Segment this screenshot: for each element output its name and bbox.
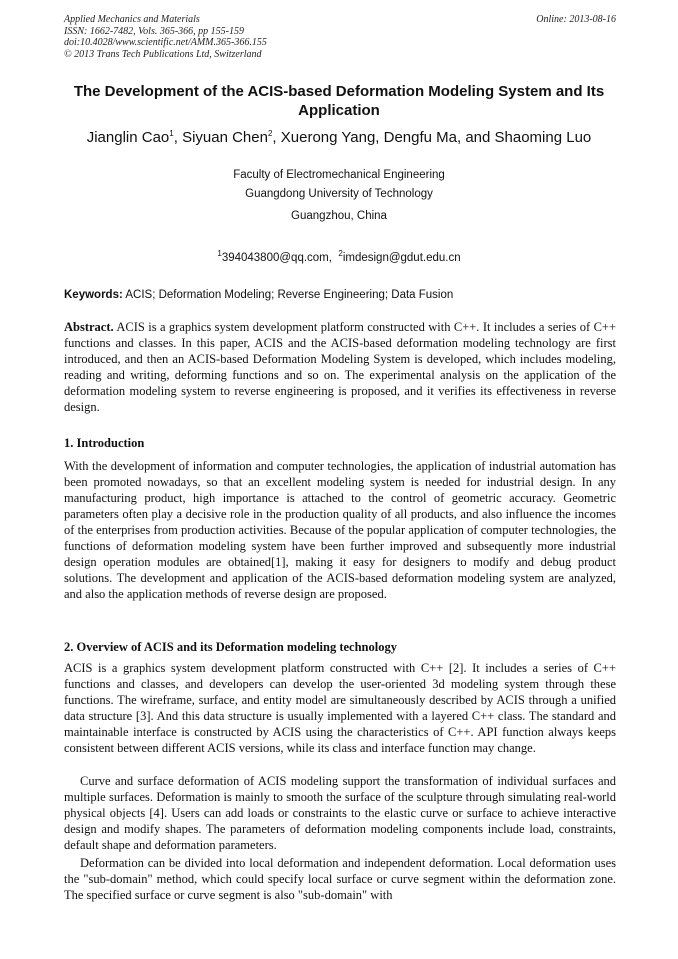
author-list <box>40 128 638 148</box>
keywords <box>64 288 616 302</box>
abstract-text: ACIS is a graphics system development platform constructed with C++. It includes a series of C++ functions and classes. In this paper, ACIS and the ACIS-based deformation modeling technology are first introduced, and then an ACIS-based Deformation Modeling System is developed, which includes modeling, reading and writing, deforming functions and so on. The experimental analysis on the application of the deformation modeling system to reverse engineering is proposed, and it verifies its effectiveness in reverse design. <box>64 320 616 414</box>
author-separator: , <box>173 129 183 146</box>
overview-paragraph: ACIS is a graphics system development platform constructed with C++ [2]. It includes a series of C++ functions and classes, and developers can develop the user-oriented 3d modeling system through these functions. The wireframe, surface, and entity model are simultaneously described by ACIS through a unified data structure [3]. And this data structure is usually implemented with a layered C++ class. The standard and maintainable interface is constructed by ACIS using the characteristics of C++. API function always keeps consistent between different ACIS versions, while its class and interface function may change. <box>64 661 616 755</box>
email-sup: 1 <box>217 249 222 259</box>
email-link[interactable]: 394043800@qq.com, <box>221 252 332 264</box>
affiliation-university: Guangdong University of Technology <box>245 188 433 200</box>
doi-line: doi:10.4028/www.scientific.net/AMM.365-366.155 <box>64 37 267 48</box>
email-link[interactable]: imdesign@gdut.edu.cn <box>342 252 461 264</box>
keywords-label: Keywords: <box>64 289 123 301</box>
author-emails <box>64 251 614 265</box>
affiliation-city: Guangzhou, China <box>291 210 387 222</box>
author-separator: , <box>272 129 281 146</box>
overview-paragraph: Curve and surface deformation of ACIS modeling support the transformation of individual surfaces and multiple surfaces. Deformation is mainly to smooth the surface of the sculpture through simulating real-world physical objects [4]. Users can add loads or constraints to the elastic curve or surface to achieve interactive design and modify shapes. The parameters of deformation modeling components include load, constraints, default shape and deformation parameters. <box>64 774 616 852</box>
paper-title: The Development of the ACIS-based Deformation Modeling System and Its Application <box>73 83 605 119</box>
online-date: Online: 2013-08-16 <box>536 14 616 25</box>
section-heading-introduction: 1. Introduction <box>64 436 145 450</box>
journal-name: Applied Mechanics and Materials <box>64 14 200 25</box>
journal-header <box>64 14 616 60</box>
abstract-label: Abstract. <box>64 320 114 334</box>
author-affil-sup: 2 <box>267 129 273 138</box>
author-name: Xuerong Yang, Dengfu Ma, and Shaoming Luo <box>280 129 592 146</box>
author-name: Jianglin Cao <box>86 129 170 146</box>
copyright-line: © 2013 Trans Tech Publications Ltd, Switzerland <box>64 48 262 60</box>
affiliation-faculty: Faculty of Electromechanical Engineering <box>233 169 445 181</box>
abstract <box>64 319 616 415</box>
overview-paragraph: Deformation can be divided into local deformation and independent deformation. Local deformation uses the "sub-domain" method, which could specify local surface or curve segment within the deformation zone. The specified surface or curve segment is also "sub-domain" with <box>64 856 616 902</box>
author-affil-sup: 1 <box>169 129 174 138</box>
author-name: Siyuan Chen <box>182 129 268 146</box>
introduction-paragraph: With the development of information and computer technologies, the application of industrial automation has been promoted nowadays, so that an excellent modeling system is needed for industrial design. In any manufacturing product, high importance is attached to the control of geometric accuracy. Geometric parameters often play a decisive role in the production quality of all products, and also influence the incomes of the enterprises from production activities. Because of the popular application of computer technologies, the functions of deformation modeling system have been further improved and subsequently more industrial design operation modules are obtained[1], making it easy for designers to modify and debug product solutions. The development and application of the ACIS-based deformation modeling system are analyzed, and also the application methods of reverse design are proposed. <box>64 459 616 601</box>
issn-line: ISSN: 1662-7482, Vols. 365-366, pp 155-159 <box>64 25 244 37</box>
email-sup: 2 <box>338 249 343 259</box>
keywords-text: ACIS; Deformation Modeling; Reverse Engineering; Data Fusion <box>125 289 454 301</box>
section-heading-overview: 2. Overview of ACIS and its Deformation modeling technology <box>64 640 397 654</box>
